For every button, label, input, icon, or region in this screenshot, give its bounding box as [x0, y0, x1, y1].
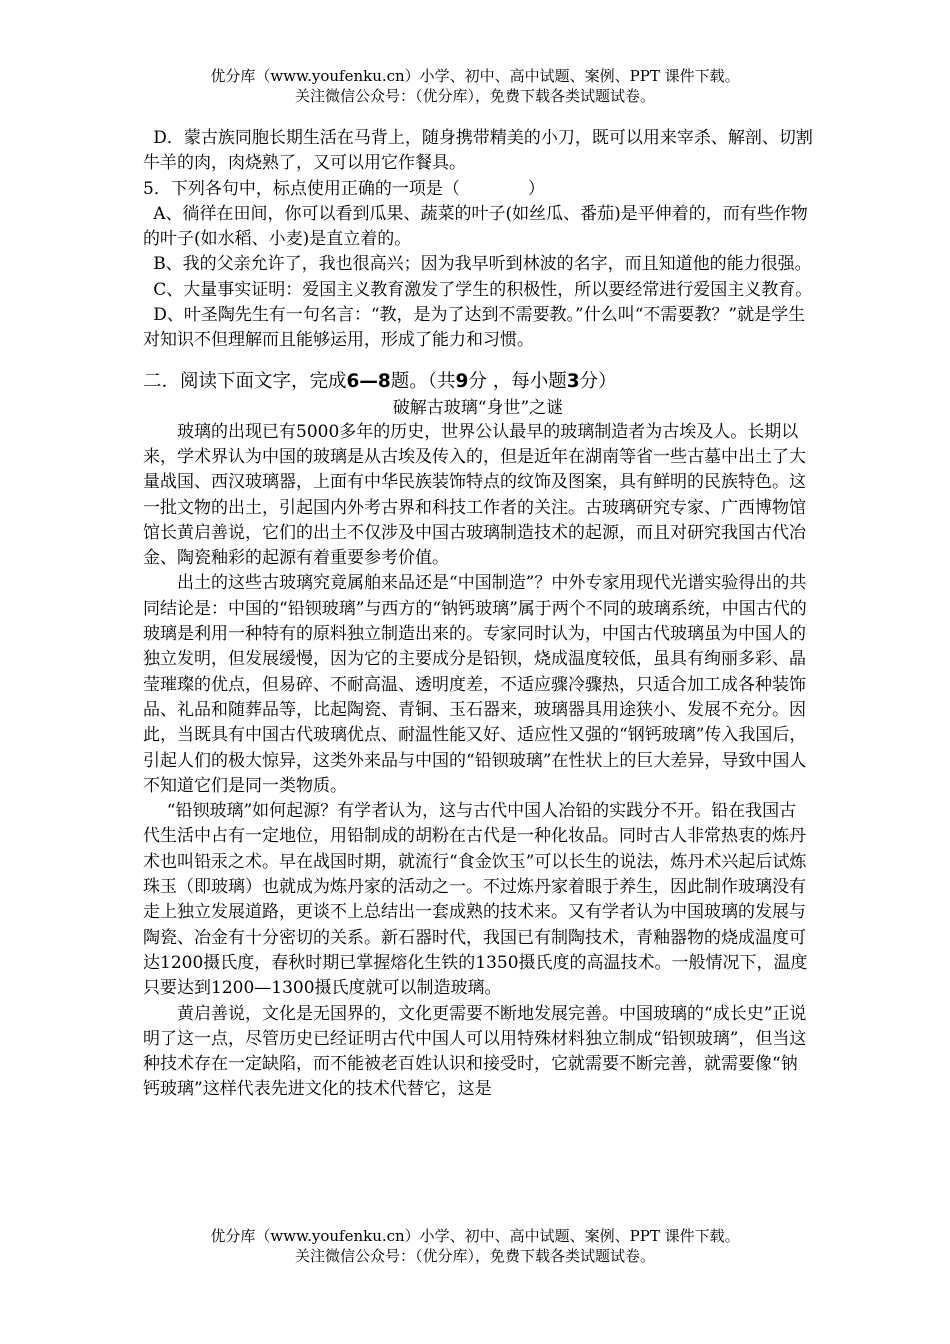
q5-stem	[143, 177, 813, 202]
section-2-prefix: 二．阅读下面文字，完成	[143, 370, 347, 392]
q5-option-c: C、大量事实证明：爱国主义教育激发了学生的积极性，所以要经常进行爱国主义教育。	[153, 279, 813, 300]
article-paragraph-2: 出土的这些古玻璃究竟属舶来品还是“中国制造”？中外专家用现代光谱实验得出的共同结论是：中国的“铅钡玻璃”与西方的“钠钙玻璃”属于两个不同的玻璃系统，中国古代的玻璃是利用一种特有的原料独立制造出来的。专家同时认为，中国古代玻璃虽为中国人的独立发明，但发展缓慢，因为它的主要成分是铅钡，烧成温度较低，虽具有绚丽多彩、晶莹璀璨的优点，但易碎、不耐高温、透明度差，不适应骤冷骤热，只适合加工成各种装饰品、礼品和随葬品等，比起陶瓷、青铜、玉石器来，玻璃器具用途狭小、发展不充分。因此，当既具有中国古代玻璃优点、耐温性能又好、适应性又强的“钢钙玻璃”传入我国后，引起人们的极大惊异，这类外来品与中国的“铅钡玻璃”在性状上的巨大差异，导致中国人不知道它们是同一类物质。	[143, 573, 807, 796]
footer-line-1: 优分库（www.youfenku.cn）小学、初中、高中试题、案例、PPT 课件下载。	[210, 1227, 740, 1245]
section-2-suffix: 分）	[579, 370, 617, 392]
q4-option-d: D．蒙古族同胞长期生活在马背上，随身携带精美的小刀，既可以用来宰杀、解剖、切割牛羊的肉，肉烧熟了，又可以用它作餐具。	[143, 128, 813, 174]
header-line-2: 关注微信公众号：（优分库），免费下载各类试题试卷。	[294, 87, 655, 105]
section-2-range: 6—8	[346, 370, 391, 392]
q5-option-a: A、徜徉在田间，你可以看到瓜果、蔬菜的叶子(如丝瓜、番茄)是平伸着的，而有些作物的叶子(如水稻、小麦)是直立着的。	[143, 203, 808, 250]
article-paragraph-3: “铅钡玻璃”如何起源？有学者认为，这与古代中国人冶铅的实践分不开。铅在我国古代生活中占有一定地位，用铅制成的胡粉在古代是一种化妆品。同时古人非常热衷的炼丹术也叫铅汞之术。早在战国时期，就流行“食金饮玉”可以长生的说法，炼丹术兴起后试炼珠玉（即玻璃）也就成为炼丹家的活动之一。不过炼丹家着眼于养生，因此制作玻璃没有走上独立发展道路，更谈不上总结出一套成熟的技术来。又有学者认为中国玻璃的发展与陶瓷、冶金有十分密切的关系。新石器时代，我国已有制陶技术，青釉器物的烧成温度可达1200摄氏度，春秋时期已掌握熔化生铁的1350摄氏度的高温技术。一般情况下，温度只要达到1200—1300摄氏度就可以制造玻璃。	[143, 801, 808, 999]
q5-stem-text: 5．下列各句中，标点使用正确的一项是（	[143, 178, 460, 199]
article-title: 破解古玻璃“身世”之谜	[392, 397, 564, 418]
q5-option-d: D、叶圣陶先生有一句名言：“教，是为了达到不需要教。”什么叫“不需要教？”就是学生对知识不但理解而且能够运用，形成了能力和习惯。	[143, 305, 806, 351]
footer-line-2: 关注微信公众号：（优分库），免费下载各类试题试卷。	[294, 1247, 655, 1265]
page-header	[0, 66, 950, 106]
header-line-1: 优分库（www.youfenku.cn）小学、初中、高中试题、案例、PPT 课件下载。	[210, 67, 740, 85]
section-2-total: 9	[455, 370, 469, 392]
section-2-middle: 题。（共	[390, 370, 456, 392]
document-body	[143, 126, 813, 1103]
page-footer	[0, 1226, 950, 1266]
q5-option-b: B、我的父亲允许了，我也很高兴；因为我早听到林波的名字，而且知道他的能力很强。	[153, 254, 812, 275]
section-2-heading	[143, 368, 813, 396]
q5-stem-end: ）	[527, 178, 545, 199]
section-2-middle2: 分 ，每小题	[468, 370, 567, 392]
article-paragraph-4: 黄启善说，文化是无国界的，文化更需要不断地发展完善。中国玻璃的“成长史”正说明了这一点，尽管历史已经证明古代中国人可以用特殊材料独立制成“铅钡玻璃”，但当这种技术存在一定缺陷，而不能被老百姓认识和接受时，它就需要不断完善，就需要像“钠钙玻璃”这样代表先进文化的技术代替它，这是	[143, 1003, 807, 1100]
article-paragraph-1: 玻璃的出现已有5000多年的历史，世界公认最早的玻璃制造者为古埃及人。长期以来，学术界认为中国的玻璃是从古埃及传入的，但是近年在湖南等省一些古墓中出土了大量战国、西汉玻璃器，上面有中华民族装饰特点的纹饰及图案，具有鲜明的民族特色。这一批文物的出土，引起国内外考古界和科技工作者的关注。古玻璃研究专家、广西博物馆馆长黄启善说，它们的出土不仅涉及中国古玻璃制造技术的起源，而且对研究我国古代冶金、陶瓷釉彩的起源有着重要参考价值。	[143, 421, 806, 569]
section-2-each: 3	[566, 370, 580, 392]
